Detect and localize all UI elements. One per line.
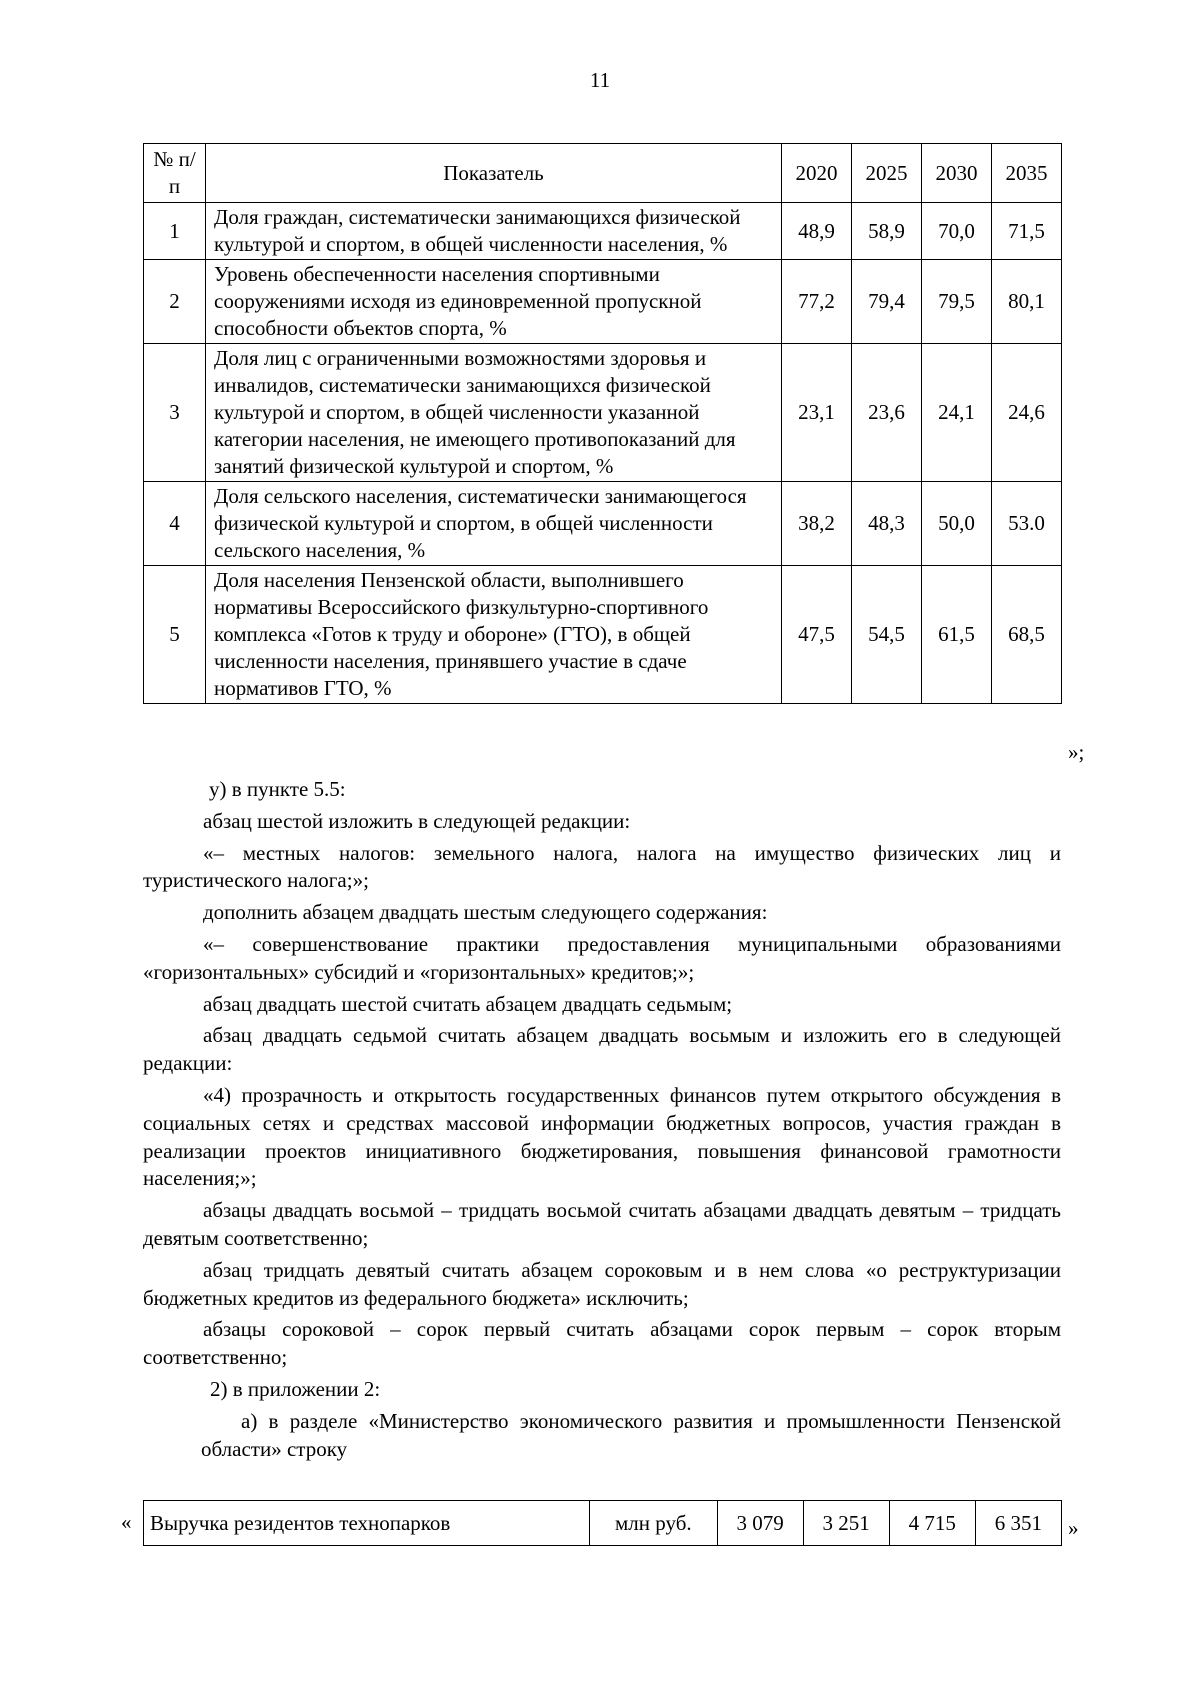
row-num: 5 xyxy=(144,566,206,704)
row-value: 77,2 xyxy=(782,260,852,344)
row-name: Доля сельского населения, систематически занимающегося физической культурой и спортом, в общей численности сельского населения, % xyxy=(206,482,782,566)
table-row xyxy=(144,1501,1062,1546)
row-value: 6 351 xyxy=(975,1501,1061,1546)
row-name: Доля лиц с ограниченными возможностями здоровья и инвалидов, систематически занимающихся физической культурой и спортом, в общей численности указанной категории населения, не имеющего противопоказаний для занятий физической культурой и спортом, % xyxy=(206,344,782,482)
row-value: 50,0 xyxy=(922,482,992,566)
row-value: 24,1 xyxy=(922,344,992,482)
header-name: Показатель xyxy=(206,144,782,203)
row-name: Уровень обеспеченности населения спортивными сооружениями исходя из единовременной пропускной способности объектов спорта, % xyxy=(206,260,782,344)
row-value: 71,5 xyxy=(992,203,1062,260)
row-value: 48,9 xyxy=(782,203,852,260)
row-value: 79,5 xyxy=(922,260,992,344)
row-value: 3 251 xyxy=(803,1501,889,1546)
header-year-2030: 2030 xyxy=(922,144,992,203)
indicators-table xyxy=(143,143,1062,704)
paragraph: абзац двадцать шестой считать абзацем двадцать седьмым; xyxy=(203,991,733,1016)
row-value: 47,5 xyxy=(782,566,852,704)
technopark-row-table xyxy=(143,1500,1062,1546)
row-unit: млн руб. xyxy=(590,1501,717,1546)
header-year-2020: 2020 xyxy=(782,144,852,203)
table-row xyxy=(144,482,1062,566)
row-value: 48,3 xyxy=(852,482,922,566)
header-year-2035: 2035 xyxy=(992,144,1062,203)
paragraph: а) в разделе «Министерство экономического развития и промышленности Пензенской области» строку xyxy=(201,1408,1061,1461)
paragraph: у) в пункте 5.5: xyxy=(209,777,346,801)
table-row xyxy=(144,203,1062,260)
row-value: 23,6 xyxy=(852,344,922,482)
row-value: 24,6 xyxy=(992,344,1062,482)
paragraph: «4) прозрачность и открытость государственных финансов путем открытого обсуждения в социальных сетях и средствах массовой информации бюджетных вопросов, участия граждан в реализации проектов инициативного бюджетирования, повышения финансовой грамотности населения;»; xyxy=(143,1082,1061,1191)
paragraph: «– совершенствование практики предоставления муниципальными образованиями «горизонтальных» субсидий и «горизонтальных» кредитов;»; xyxy=(143,931,1061,984)
body-text xyxy=(143,776,1061,1467)
row-name: Доля населения Пензенской области, выполнившего нормативы Всероссийского физкультурно-спортивного комплекса «Готов к труду и обороне» (ГТО), в общей численности населения, принявшего участие в сдаче нормативов ГТО, % xyxy=(206,566,782,704)
page-number: 11 xyxy=(589,68,611,92)
row-num: 4 xyxy=(144,482,206,566)
paragraph: «– местных налогов: земельного налога, налога на имущество физических лиц и туристического налога;»; xyxy=(143,840,1061,893)
row-value: 70,0 xyxy=(922,203,992,260)
row-value: 3 079 xyxy=(717,1501,803,1546)
table-row xyxy=(144,344,1062,482)
paragraph: абзацы двадцать восьмой – тридцать восьмой считать абзацами двадцать девятым – тридцать девятым соответственно; xyxy=(143,1198,1061,1250)
paragraph: абзац шестой изложить в следующей редакции: xyxy=(203,808,631,833)
paragraph: 2) в приложении 2: xyxy=(210,1376,381,1401)
indicators-header-row xyxy=(144,144,1062,203)
row-value: 4 715 xyxy=(889,1501,975,1546)
row-closing-mark: » xyxy=(1068,1516,1079,1540)
paragraph: абзац тридцать девятый считать абзацем сороковым и в нем слова «о реструктуризации бюджетных кредитов из федерального бюджета» исключить; xyxy=(143,1257,1061,1310)
paragraph: абзацы сороковой – сорок первый считать абзацами сорок первым – сорок вторым соответственно; xyxy=(143,1317,1061,1370)
paragraph: дополнить абзацем двадцать шестым следующего содержания: xyxy=(203,900,768,925)
row-value: 23,1 xyxy=(782,344,852,482)
row-value: 54,5 xyxy=(852,566,922,704)
header-num: № п/п xyxy=(144,144,206,203)
paragraph: абзац двадцать седьмой считать абзацем двадцать восьмым и изложить его в следующей редакции: xyxy=(143,1023,1061,1076)
row-value: 68,5 xyxy=(992,566,1062,704)
table-row xyxy=(144,566,1062,704)
row-opening-mark: « xyxy=(121,1510,132,1534)
header-year-2025: 2025 xyxy=(852,144,922,203)
row-num: 1 xyxy=(144,203,206,260)
row-name: Доля граждан, систематически занимающихся физической культурой и спортом, в общей численности населения, % xyxy=(206,203,782,260)
row-num: 3 xyxy=(144,344,206,482)
row-value: 38,2 xyxy=(782,482,852,566)
row-value: 53.0 xyxy=(992,482,1062,566)
table-row xyxy=(144,260,1062,344)
row-num: 2 xyxy=(144,260,206,344)
row-value: 80,1 xyxy=(992,260,1062,344)
row-value: 61,5 xyxy=(922,566,992,704)
row-name: Выручка резидентов технопарков xyxy=(144,1501,590,1546)
row-value: 79,4 xyxy=(852,260,922,344)
row-value: 58,9 xyxy=(852,203,922,260)
table-closing-mark: »; xyxy=(1068,740,1085,764)
